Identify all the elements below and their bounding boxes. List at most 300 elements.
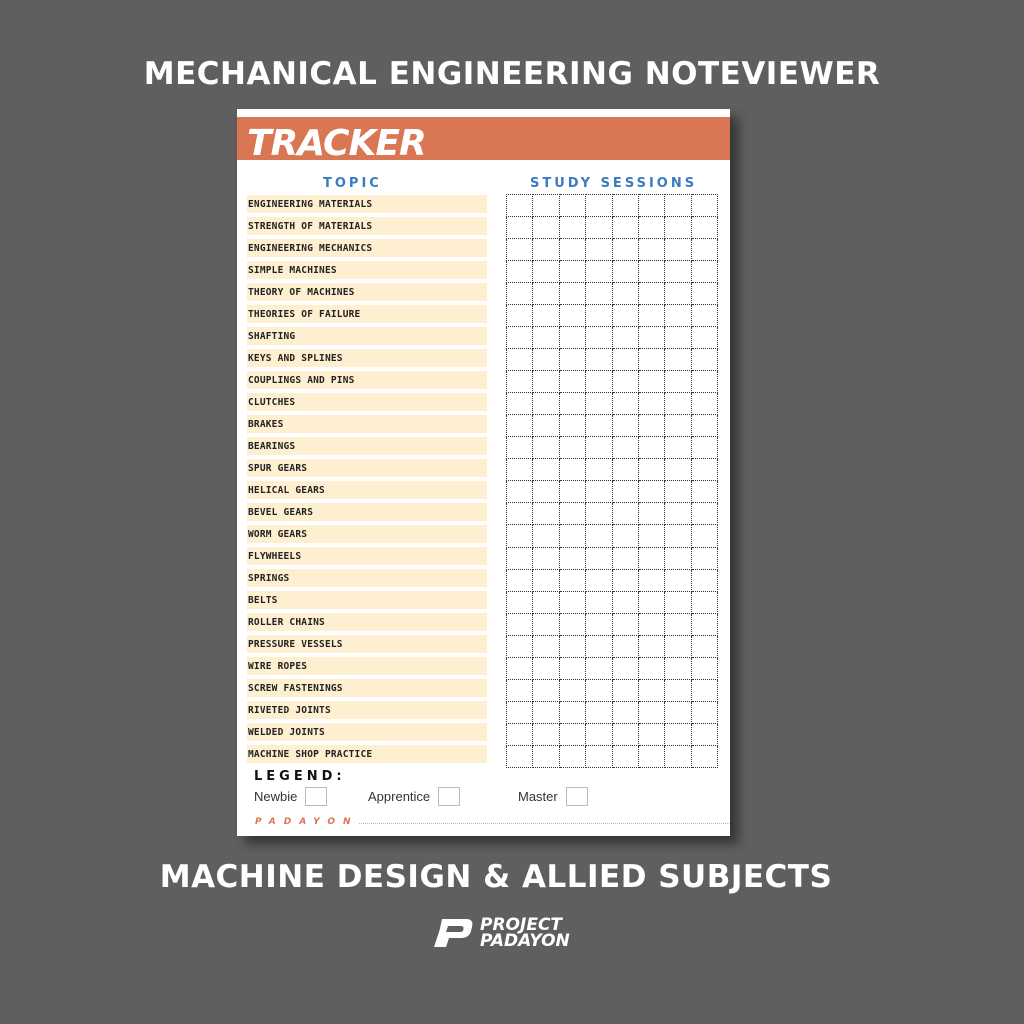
session-cell[interactable] [586,481,612,503]
project-padayon-logo [432,917,570,949]
session-cell[interactable] [691,195,717,217]
session-row [507,635,718,657]
session-row [507,547,718,569]
footer-brand: PADAYON [255,817,359,827]
session-cell[interactable] [691,635,717,657]
topic-row [247,371,487,389]
session-cell[interactable] [638,283,664,305]
session-cell[interactable] [612,437,638,459]
topic-row [247,701,487,719]
session-cell[interactable] [586,371,612,393]
legend-apprentice [368,787,460,806]
tracker-sheet [237,109,730,836]
topic-row [247,525,487,543]
session-cell[interactable] [559,679,585,701]
legend-label: Master [518,789,558,804]
session-cell[interactable] [665,459,691,481]
session-cell[interactable] [507,393,533,415]
session-cell[interactable] [638,745,664,767]
session-cell[interactable] [612,569,638,591]
session-cell[interactable] [638,701,664,723]
session-cell[interactable] [665,305,691,327]
session-cell[interactable] [638,239,664,261]
session-cell[interactable] [665,547,691,569]
session-cell[interactable] [665,679,691,701]
session-cell[interactable] [586,349,612,371]
topic-label: ROLLER CHAINS [248,616,325,628]
session-cell[interactable] [586,305,612,327]
topic-label: HELICAL GEARS [248,484,325,496]
session-cell[interactable] [665,349,691,371]
session-cell[interactable] [691,459,717,481]
session-cell[interactable] [533,525,559,547]
session-row [507,371,718,393]
session-cell[interactable] [586,613,612,635]
topic-row [247,393,487,411]
session-cell[interactable] [638,195,664,217]
session-cell[interactable] [691,701,717,723]
topic-row [247,745,487,763]
session-cell[interactable] [638,327,664,349]
session-cell[interactable] [612,481,638,503]
session-cell[interactable] [691,503,717,525]
session-cell[interactable] [612,239,638,261]
logo-line-1: PROJECT [480,915,563,935]
session-cell[interactable] [665,371,691,393]
session-cell[interactable] [507,613,533,635]
topic-label: SIMPLE MACHINES [248,264,337,276]
session-cell[interactable] [533,195,559,217]
topic-row [247,283,487,301]
session-cell[interactable] [559,283,585,305]
session-cell[interactable] [559,327,585,349]
topic-row [247,569,487,587]
topic-label: WELDED JOINTS [248,726,325,738]
topic-row [247,349,487,367]
topic-row [247,503,487,521]
session-row [507,415,718,437]
session-row [507,349,718,371]
topic-row [247,305,487,323]
session-cell[interactable] [559,261,585,283]
session-cell[interactable] [638,437,664,459]
session-cell[interactable] [507,635,533,657]
session-cell[interactable] [586,327,612,349]
footer-divider [359,823,730,824]
topic-label: BEARINGS [248,440,296,452]
session-cell[interactable] [612,503,638,525]
session-cell[interactable] [507,701,533,723]
session-cell[interactable] [665,635,691,657]
padayon-p-icon [432,917,474,949]
topic-label: ENGINEERING MECHANICS [248,242,373,254]
legend-master [518,787,588,806]
session-cell[interactable] [612,525,638,547]
session-cell[interactable] [559,393,585,415]
session-cell[interactable] [559,481,585,503]
session-cell[interactable] [638,415,664,437]
session-row [507,327,718,349]
session-cell[interactable] [665,415,691,437]
session-cell[interactable] [691,437,717,459]
session-cell[interactable] [691,569,717,591]
session-cell[interactable] [586,459,612,481]
topic-label: STRENGTH OF MATERIALS [248,220,373,232]
session-cell[interactable] [638,569,664,591]
session-cell[interactable] [507,503,533,525]
session-cell[interactable] [559,701,585,723]
session-cell[interactable] [507,261,533,283]
session-row [507,261,718,283]
session-cell[interactable] [533,745,559,767]
session-cell[interactable] [691,525,717,547]
session-cell[interactable] [586,745,612,767]
legend-newbie-checkbox[interactable] [305,787,327,806]
session-cell[interactable] [507,239,533,261]
topic-label: CLUTCHES [248,396,296,408]
session-cell[interactable] [559,547,585,569]
session-cell[interactable] [612,305,638,327]
session-cell[interactable] [691,547,717,569]
topic-row [247,635,487,653]
session-cell[interactable] [533,503,559,525]
topic-row [247,195,487,213]
session-cell[interactable] [586,239,612,261]
session-cell[interactable] [612,195,638,217]
topic-label: KEYS AND SPLINES [248,352,343,364]
session-row [507,525,718,547]
legend-master-checkbox[interactable] [566,787,588,806]
session-row [507,613,718,635]
session-cell[interactable] [533,393,559,415]
session-cell[interactable] [691,745,717,767]
session-cell[interactable] [559,723,585,745]
session-cell[interactable] [612,283,638,305]
topic-label: MACHINE SHOP PRACTICE [248,748,373,760]
session-cell[interactable] [638,217,664,239]
session-cell[interactable] [691,723,717,745]
topic-row [247,481,487,499]
session-cell[interactable] [559,305,585,327]
topic-row [247,613,487,631]
session-cell[interactable] [586,503,612,525]
topic-label: SHAFTING [248,330,296,342]
session-row [507,305,718,327]
session-cell[interactable] [559,525,585,547]
session-cell[interactable] [533,437,559,459]
session-cell[interactable] [638,657,664,679]
topic-row [247,679,487,697]
legend-label: Newbie [254,789,298,804]
topic-label: COUPLINGS AND PINS [248,374,355,386]
session-cell[interactable] [507,525,533,547]
session-cell[interactable] [533,327,559,349]
session-cell[interactable] [559,195,585,217]
session-cell[interactable] [559,569,585,591]
legend-apprentice-checkbox[interactable] [438,787,460,806]
session-cell[interactable] [507,195,533,217]
session-cell[interactable] [586,635,612,657]
session-cell[interactable] [691,349,717,371]
session-row [507,217,718,239]
session-cell[interactable] [638,481,664,503]
session-cell[interactable] [638,613,664,635]
session-cell[interactable] [638,503,664,525]
session-cell[interactable] [533,701,559,723]
session-cell[interactable] [691,217,717,239]
session-cell[interactable] [507,327,533,349]
session-cell[interactable] [586,261,612,283]
session-cell[interactable] [507,481,533,503]
session-cell[interactable] [665,481,691,503]
session-cell[interactable] [665,217,691,239]
session-cell[interactable] [533,569,559,591]
session-cell[interactable] [638,261,664,283]
session-cell[interactable] [665,503,691,525]
session-cell[interactable] [638,371,664,393]
session-cell[interactable] [612,415,638,437]
session-cell[interactable] [507,371,533,393]
topic-label: SPRINGS [248,572,290,584]
session-cell[interactable] [507,459,533,481]
session-cell[interactable] [533,261,559,283]
session-cell[interactable] [612,371,638,393]
session-cell[interactable] [533,305,559,327]
session-cell[interactable] [559,591,585,613]
session-cell[interactable] [612,393,638,415]
session-cell[interactable] [507,547,533,569]
session-cell[interactable] [507,349,533,371]
session-cell[interactable] [507,745,533,767]
session-cell[interactable] [507,657,533,679]
session-cell[interactable] [612,261,638,283]
session-cell[interactable] [507,217,533,239]
topic-label: SPUR GEARS [248,462,308,474]
session-cell[interactable] [507,283,533,305]
session-cell[interactable] [691,415,717,437]
session-cell[interactable] [691,481,717,503]
topic-label: BEVEL GEARS [248,506,314,518]
session-cell[interactable] [612,613,638,635]
session-cell[interactable] [638,591,664,613]
session-cell[interactable] [665,261,691,283]
session-cell[interactable] [586,591,612,613]
session-cell[interactable] [691,613,717,635]
session-cell[interactable] [691,679,717,701]
topic-label: BELTS [248,594,278,606]
session-cell[interactable] [559,745,585,767]
session-cell[interactable] [638,393,664,415]
session-cell[interactable] [586,217,612,239]
session-row [507,701,718,723]
session-cell[interactable] [559,459,585,481]
session-cell[interactable] [665,657,691,679]
session-cell[interactable] [612,547,638,569]
session-cell[interactable] [559,371,585,393]
topic-row [247,261,487,279]
session-cell[interactable] [665,437,691,459]
session-cell[interactable] [559,635,585,657]
session-cell[interactable] [533,547,559,569]
page-top-title: MECHANICAL ENGINEERING NOTEVIEWER [143,56,881,92]
topic-label: RIVETED JOINTS [248,704,331,716]
session-cell[interactable] [638,525,664,547]
session-cell[interactable] [507,569,533,591]
session-cell[interactable] [586,679,612,701]
page-bottom-title: MACHINE DESIGN & ALLIED SUBJECTS [159,859,833,895]
session-cell[interactable] [559,415,585,437]
session-cell[interactable] [612,679,638,701]
session-cell[interactable] [638,723,664,745]
topic-label: THEORY OF MACHINES [248,286,355,298]
session-row [507,591,718,613]
session-cell[interactable] [507,679,533,701]
session-cell[interactable] [586,415,612,437]
session-row [507,723,718,745]
topic-label: THEORIES OF FAILURE [248,308,361,320]
session-cell[interactable] [533,371,559,393]
legend-newbie [254,787,327,806]
session-cell[interactable] [533,613,559,635]
session-cell[interactable] [691,327,717,349]
session-cell[interactable] [507,305,533,327]
session-cell[interactable] [691,393,717,415]
session-row [507,679,718,701]
session-cell[interactable] [559,613,585,635]
session-row [507,481,718,503]
session-cell[interactable] [586,569,612,591]
session-cell[interactable] [612,327,638,349]
session-cell[interactable] [691,239,717,261]
session-cell[interactable] [586,525,612,547]
session-cell[interactable] [665,393,691,415]
session-cell[interactable] [586,283,612,305]
session-cell[interactable] [691,371,717,393]
session-cell[interactable] [533,657,559,679]
session-cell[interactable] [665,569,691,591]
session-cell[interactable] [638,635,664,657]
session-cell[interactable] [612,745,638,767]
session-cell[interactable] [638,349,664,371]
session-cell[interactable] [612,591,638,613]
session-cell[interactable] [665,283,691,305]
session-row [507,437,718,459]
session-row [507,569,718,591]
session-cell[interactable] [586,437,612,459]
session-cell[interactable] [691,305,717,327]
session-cell[interactable] [638,547,664,569]
session-cell[interactable] [691,591,717,613]
session-cell[interactable] [612,217,638,239]
session-cell[interactable] [559,239,585,261]
session-cell[interactable] [586,195,612,217]
topic-column-header: TOPIC [323,176,382,191]
topic-label: FLYWHEELS [248,550,302,562]
topic-row [247,657,487,675]
session-cell[interactable] [586,547,612,569]
topic-row [247,437,487,455]
session-cell[interactable] [691,657,717,679]
session-cell[interactable] [559,349,585,371]
session-cell[interactable] [586,657,612,679]
session-cell[interactable] [691,261,717,283]
session-cell[interactable] [507,723,533,745]
session-cell[interactable] [691,283,717,305]
session-cell[interactable] [533,217,559,239]
session-cell[interactable] [638,459,664,481]
topic-row [247,723,487,741]
session-cell[interactable] [665,723,691,745]
session-cell[interactable] [586,393,612,415]
session-cell[interactable] [533,239,559,261]
legend-label: Apprentice [368,789,431,804]
session-cell[interactable] [533,679,559,701]
session-cell[interactable] [612,349,638,371]
session-cell[interactable] [533,283,559,305]
session-cell[interactable] [665,195,691,217]
session-row [507,239,718,261]
topic-row [247,239,487,257]
session-cell[interactable] [533,591,559,613]
session-cell[interactable] [638,679,664,701]
session-cell[interactable] [533,481,559,503]
session-cell[interactable] [612,723,638,745]
session-cell[interactable] [533,415,559,437]
topic-label: BRAKES [248,418,284,430]
session-cell[interactable] [612,635,638,657]
session-cell[interactable] [533,723,559,745]
logo-line-2: PADAYON [480,931,570,951]
session-cell[interactable] [665,745,691,767]
study-sessions-header: STUDY SESSIONS [530,176,698,191]
topic-list [247,195,487,767]
session-cell[interactable] [612,459,638,481]
session-cell[interactable] [586,723,612,745]
session-cell[interactable] [665,327,691,349]
session-cell[interactable] [507,591,533,613]
session-cell[interactable] [612,701,638,723]
topic-label: WORM GEARS [248,528,308,540]
session-cell[interactable] [507,437,533,459]
session-cell[interactable] [665,591,691,613]
session-cell[interactable] [612,657,638,679]
session-cell[interactable] [665,701,691,723]
session-cell[interactable] [533,635,559,657]
session-cell[interactable] [559,657,585,679]
topic-label: WIRE ROPES [248,660,308,672]
session-cell[interactable] [533,349,559,371]
session-cell[interactable] [638,305,664,327]
tracker-title: TRACKER [247,123,426,164]
session-row [507,503,718,525]
session-cell[interactable] [665,239,691,261]
topic-row [247,327,487,345]
topic-label: PRESSURE VESSELS [248,638,343,650]
session-cell[interactable] [559,217,585,239]
session-cell[interactable] [665,613,691,635]
session-cell[interactable] [665,525,691,547]
topic-row [247,415,487,433]
session-cell[interactable] [533,459,559,481]
session-cell[interactable] [507,415,533,437]
study-sessions-grid [506,194,718,768]
topic-row [247,591,487,609]
session-row [507,393,718,415]
session-cell[interactable] [586,701,612,723]
session-cell[interactable] [559,437,585,459]
session-cell[interactable] [559,503,585,525]
session-row [507,283,718,305]
